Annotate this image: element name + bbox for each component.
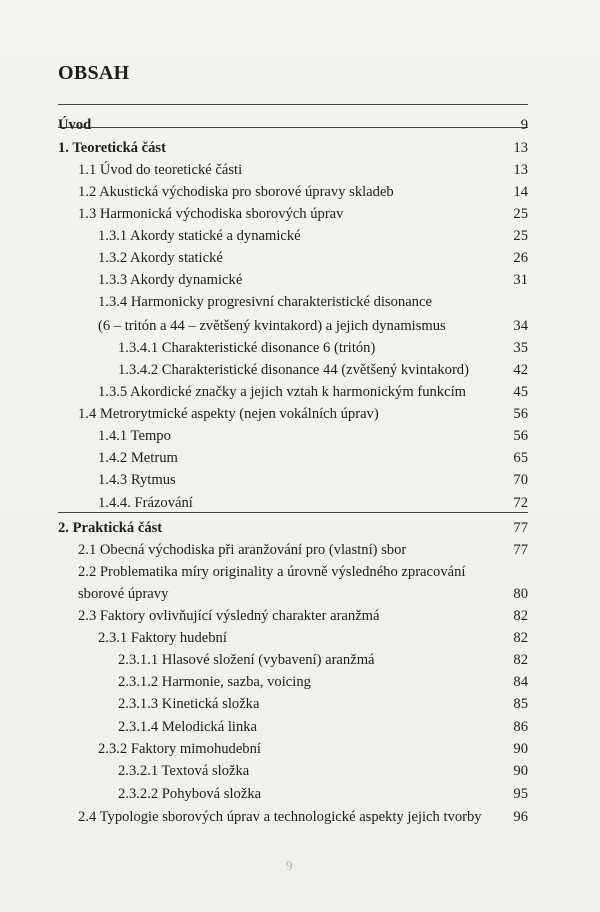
toc-entry-label: 1.1 Úvod do teoretické části <box>78 162 243 178</box>
toc-entry-page: 86 <box>513 719 528 735</box>
toc-entry <box>78 605 528 627</box>
toc-entry-label: 2.1 Obecná východiska při aranžování pro (vlastní) sbor <box>78 542 407 558</box>
toc-entry-page: 72 <box>513 495 528 511</box>
toc-entry <box>98 381 528 403</box>
toc-entry-label: 2.3.1.3 Kinetická složka <box>118 696 260 712</box>
toc-entry-page: 70 <box>513 472 528 488</box>
toc-entry-label: 1.3.3 Akordy dynamické <box>98 272 243 288</box>
toc-entry-page: 31 <box>513 272 528 288</box>
toc-entry <box>118 649 528 671</box>
page-folio: 9 <box>286 858 293 873</box>
toc-entry <box>78 561 528 583</box>
toc-entry <box>58 114 528 136</box>
toc-entry-label: 1.3 Harmonická východiska sborových úprav <box>78 206 344 222</box>
toc-entry <box>118 716 528 738</box>
toc-entry <box>118 671 528 693</box>
toc-entry <box>98 447 528 469</box>
toc-entry-page: 85 <box>513 696 528 712</box>
toc-entry-page: 9 <box>520 117 528 133</box>
toc-entry-page: 34 <box>513 318 528 334</box>
toc-entry-page: 77 <box>513 542 528 558</box>
toc-entry-page: 77 <box>513 520 528 536</box>
toc-entry-page: 90 <box>513 763 528 779</box>
toc-entry <box>118 337 528 359</box>
toc-entry <box>78 403 528 425</box>
toc-entry-page: 90 <box>513 741 528 757</box>
toc-entry <box>98 738 528 760</box>
toc-entry <box>118 693 528 715</box>
toc-entry-page: 82 <box>513 630 528 646</box>
toc-entry-label: sborové úpravy <box>78 586 169 602</box>
toc-entry-label: 2.3.1.2 Harmonie, sazba, voicing <box>118 674 311 690</box>
toc-entry-page: 45 <box>513 384 528 400</box>
toc-entry-page: 56 <box>513 428 528 444</box>
toc-entry-label: 1.3.4.1 Charakteristické disonance 6 (tritón) <box>118 340 376 356</box>
toc-entry-page: 14 <box>513 184 528 200</box>
toc-entry-label: 1.3.4 Harmonicky progresivní charakteristické disonance <box>98 294 432 310</box>
toc-entry-label: 2.3.2.2 Pohybová složka <box>118 786 262 802</box>
toc-entry-page: 65 <box>513 450 528 466</box>
toc-entry-label: Úvod <box>58 117 92 133</box>
toc-entry <box>78 181 528 203</box>
toc-entry-page: 82 <box>513 608 528 624</box>
toc-entry <box>78 806 528 828</box>
toc-entry <box>118 359 528 381</box>
toc-entry <box>98 291 528 313</box>
toc-entry-page: 82 <box>513 652 528 668</box>
toc-entry-label: 1. Teoretická část <box>58 140 166 156</box>
toc-entry-label: 2.3 Faktory ovlivňující výsledný charakter aranžmá <box>78 608 380 624</box>
toc-entry <box>98 627 528 649</box>
toc-entry <box>58 517 528 539</box>
toc-entry-label: 1.3.5 Akordické značky a jejich vztah k harmonickým funkcím <box>98 384 466 400</box>
toc-entry-page: 56 <box>513 406 528 422</box>
toc-entry-label: 1.4.2 Metrum <box>98 450 178 466</box>
toc-entry-page: 80 <box>513 586 528 602</box>
toc-entry-label: 2.3.1.4 Melodická linka <box>118 719 258 735</box>
toc-entry-label: 2. Praktická část <box>58 520 163 536</box>
toc-entry <box>98 225 528 247</box>
separator-line <box>58 104 528 105</box>
toc-entry-page: 96 <box>513 809 528 825</box>
toc-entry-label: (6 – tritón a 44 – zvětšený kvintakord) a jejich dynamismus <box>98 318 446 334</box>
toc-entry-label: 1.4.4. Frázování <box>98 495 193 511</box>
toc-entry-label: 1.2 Akustická východiska pro sborové úpravy skladeb <box>78 184 394 200</box>
toc-entry <box>78 203 528 225</box>
toc-entry-label: 2.2 Problematika míry originality a úrovně výsledného zpracování <box>78 564 466 580</box>
toc-entry-label: 1.3.2 Akordy statické <box>98 250 223 266</box>
toc-entry <box>98 247 528 269</box>
toc-entry-page: 84 <box>513 674 528 690</box>
toc-entry-page: 13 <box>513 140 528 156</box>
toc-entry <box>98 425 528 447</box>
toc-entry <box>58 137 528 159</box>
toc-entry-page: 42 <box>513 362 528 378</box>
toc-entry-label: 1.3.1 Akordy statické a dynamické <box>98 228 301 244</box>
toc-entry <box>78 583 528 605</box>
toc-entry <box>118 783 528 805</box>
toc-entry-page: 13 <box>513 162 528 178</box>
toc-entry-label: 2.4 Typologie sborových úprav a technologické aspekty jejich tvorby <box>78 809 482 825</box>
toc-entry <box>78 159 528 181</box>
toc-entry-page: 25 <box>513 206 528 222</box>
toc-entry-page: 35 <box>513 340 528 356</box>
toc-entry-label: 2.3.2.1 Textová složka <box>118 763 250 779</box>
toc-entry <box>98 269 528 291</box>
toc-entry-label: 2.3.1 Faktory hudební <box>98 630 227 646</box>
toc-entry-page: 25 <box>513 228 528 244</box>
toc-entry <box>78 539 528 561</box>
toc-entry-page: 95 <box>513 786 528 802</box>
toc-entry-label: 1.4 Metrorytmické aspekty (nejen vokálních úprav) <box>78 406 379 422</box>
toc-entry-page: 26 <box>513 250 528 266</box>
contents-heading: OBSAH <box>58 62 130 84</box>
toc-entry-label: 1.3.4.2 Charakteristické disonance 44 (zvětšený kvintakord) <box>118 362 469 378</box>
toc-entry-label: 1.4.3 Rytmus <box>98 472 176 488</box>
toc-entry-label: 2.3.1.1 Hlasové složení (vybavení) aranžmá <box>118 652 375 668</box>
toc-entry <box>98 492 528 514</box>
toc-entry-label: 2.3.2 Faktory mimohudební <box>98 741 261 757</box>
toc-entry-label: 1.4.1 Tempo <box>98 428 171 444</box>
toc-entry <box>98 315 528 337</box>
toc-entry <box>118 760 528 782</box>
toc-entry <box>98 469 528 491</box>
